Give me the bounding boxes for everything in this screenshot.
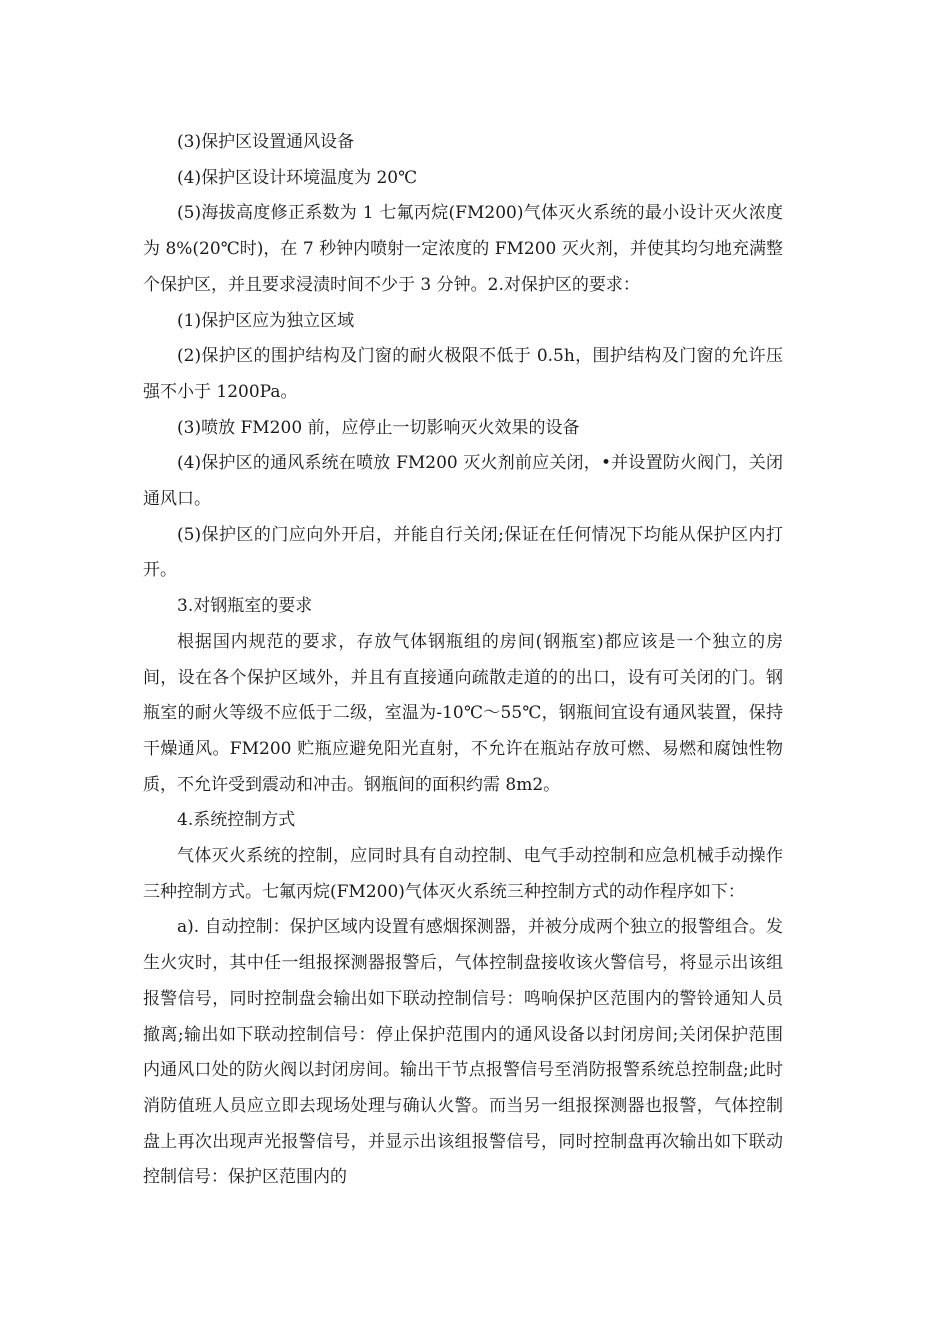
paragraph-ventilation-equipment: (3)保护区设置通风设备 — [177, 132, 355, 152]
section-heading-control-mode: 4.系统控制方式 — [177, 810, 296, 831]
paragraph-ventilation-close: (4)保护区的通风系统在喷放 FM200 灭火剂前应关闭，•并设置防火阀门，关闭通风口。 — [143, 453, 783, 510]
paragraph-cylinder-room: 根据国内规范的要求，存放气体钢瓶组的房间(钢瓶室)都应该是一个独立的房间，设在各个保护区域外，并且有直接通向疏散走道的的出口，设有可关闭的门。钢瓶室的耐火等级不应低于二级，室温为-10℃～55℃，钢瓶间宜设有通风装置，保持干燥通风。FM200 贮瓶应避免阳光直射，不允许在瓶站存放可燃、易燃和腐蚀性物质，不允许受到震动和冲击。钢瓶间的面积约需 8m2。 — [143, 631, 783, 795]
paragraph-automatic-control: a). 自动控制：保护区域内设置有感烟探测器，并被分成两个独立的报警组合。发生火灾时，其中任一组报探测器报警后，气体控制盘接收该火警信号，将显示出该组报警信号，同时控制盘会输出如下联动控制信号：鸣响保护区范围内的警铃通知人员撤离;输出如下联动控制信号：停止保护范围内的通风设备以封闭房间;关闭保护范围内通风口处的防火阀以封闭房间。输出干节点报警信号至消防报警系统总控制盘;此时消防值班人员应立即去现场处理与确认火警。而当另一组报探测器也报警，气体控制盘上再次出现声光报警信号，并显示出该组报警信号，同时控制盘再次输出如下联动控制信号：保护区范围内的 — [143, 917, 783, 1188]
paragraph-stop-equipment: (3)喷放 FM200 前，应停止一切影响灭火效果的设备 — [177, 417, 580, 438]
paragraph-independent-area: (1)保护区应为独立区域 — [177, 310, 355, 331]
document-body — [143, 125, 783, 1196]
paragraph-fire-resistance: (2)保护区的围护结构及门窗的耐火极限不低于 0.5h，围护结构及门窗的允许压强不小于 1200Pa。 — [143, 346, 783, 402]
paragraph-altitude-correction: (5)海拔高度修正系数为 1 七氟丙烷(FM200)气体灭火系统的最小设计灭火浓度为 8%(20℃时)，在 7 秒钟内喷射一定浓度的 FM200 灭火剂，并使其均匀地充满整个保护区，并且要求浸渍时间不少于 3 分钟。2.对保护区的要求： — [143, 203, 783, 295]
paragraph-door-opening: (5)保护区的门应向外开启，并能自行关闭;保证在任何情况下均能从保护区内打开。 — [143, 524, 783, 581]
section-heading-cylinder-room: 3.对钢瓶室的要求 — [177, 596, 313, 617]
paragraph-design-temperature: (4)保护区设计环境温度为 20℃ — [177, 167, 418, 188]
paragraph-control-modes: 气体灭火系统的控制，应同时具有自动控制、电气手动控制和应急机械手动操作三种控制方式。七氟丙烷(FM200)气体灭火系统三种控制方式的动作程序如下： — [143, 846, 783, 902]
